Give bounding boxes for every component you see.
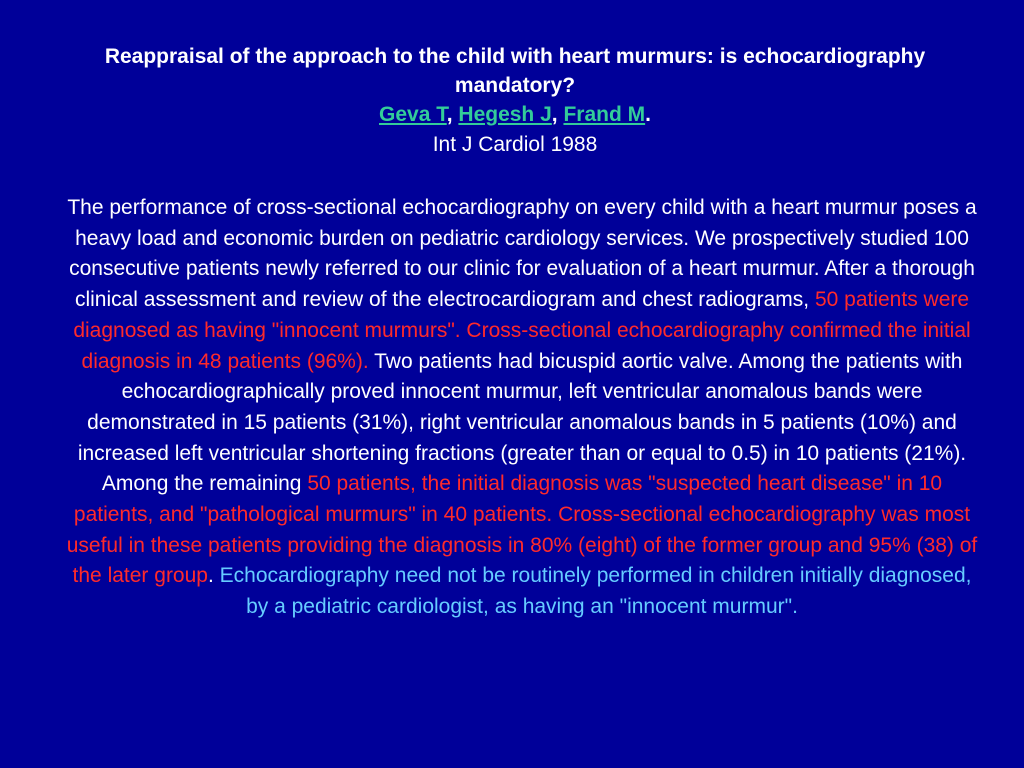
author-separator: , (551, 103, 564, 126)
abstract-segment: . (207, 564, 220, 588)
abstract-segment: Two patients had bicuspid aortic valve. Among the patients with echocardiographically proved innocent murmur, left ventricular anomalous bands were demonstrated in 15 patients (31%), right ventricular anomalous bands in 5 patients (10%) and increased left ventricular shortening fractions (greater than or equal to 0.5) in 10 patients (21%). Among the remaining (77, 349, 967, 496)
abstract-text (62, 193, 982, 623)
author-link-geva[interactable]: Geva T (379, 103, 447, 126)
abstract-segment: The performance of cross-sectional echocardiography on every child with a heart murmur poses a heavy load and economic burden on pediatric cardiology services. We prospectively studied 100 consecutive patients newly referred to our clinic for evaluation of a heart murmur. After a thorough clinical assessment and review of the electrocardiogram and chest radiograms, (67, 196, 977, 312)
journal-citation: Int J Cardiol 1988 (432, 133, 598, 156)
author-list (90, 100, 940, 130)
abstract-highlight-innocent: 50 patients were diagnosed as having "innocent murmurs". Cross-sectional echocardiography confirmed the initial diagnosis in 48 patients (96%). (73, 288, 971, 373)
author-link-hegesh[interactable]: Hegesh J (458, 103, 552, 126)
abstract-highlight-pathological: 50 patients, the initial diagnosis was "suspected heart disease" in 10 patients, and "pathological murmurs" in 40 patients. Cross-sectional echocardiography was most useful in these patients providing the diagnosis in 80% (eight) of the former group and 95% (38) of the later group (66, 472, 978, 588)
citation-header (90, 42, 940, 160)
author-link-frand[interactable]: Frand M (563, 103, 646, 126)
author-separator: , (446, 103, 459, 126)
article-title: Reappraisal of the approach to the child with heart murmurs: is echocardiography mandatory? (104, 45, 926, 97)
author-separator: . (645, 103, 651, 126)
abstract-conclusion: Echocardiography need not be routinely performed in children initially diagnosed, by a pediatric cardiologist, as having an "innocent murmur". (219, 564, 972, 619)
